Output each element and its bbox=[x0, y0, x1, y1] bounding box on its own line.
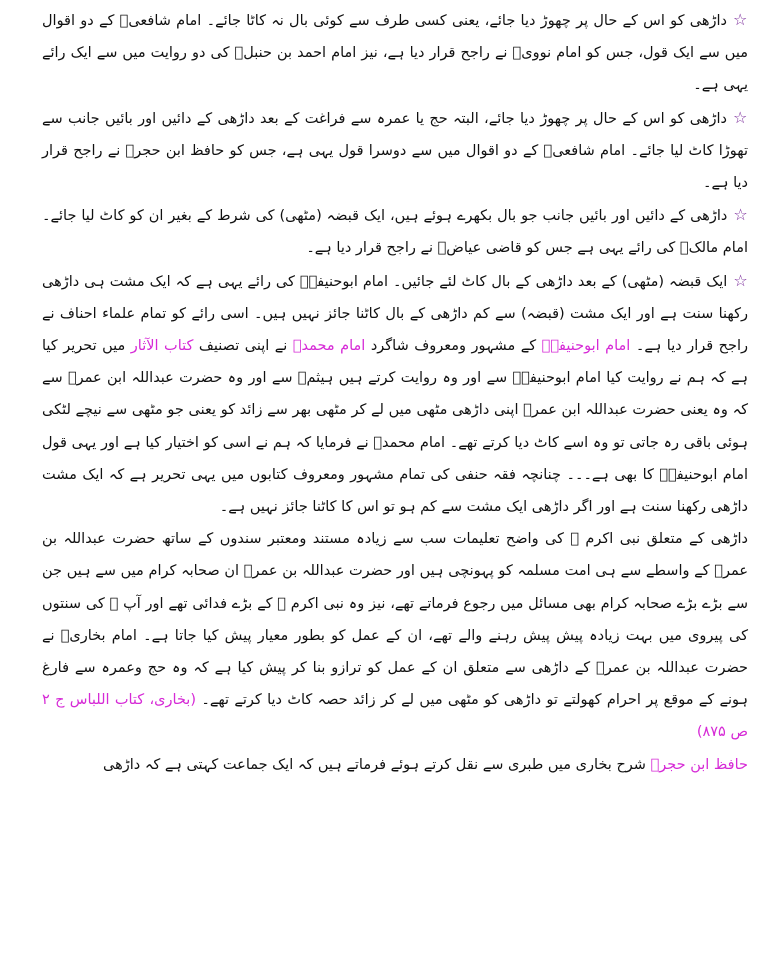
highlight-imam-muhammad: امام محمدؒ bbox=[292, 338, 366, 355]
highlight-hafiz-ibn-hajar: حافظ ابن حجرؒ bbox=[650, 756, 748, 773]
paragraph-text: نے اپنی تصنیف bbox=[193, 338, 293, 355]
paragraph-text: میں تحریر کیا ہے کہ ہم نے روایت کیا امام ابوحنیفہؒ سے اور وہ روایت کرتے ہیں ہیثمؒ سے اور وہ حضرت عبداللہ ابن عمرؓ سے کہ وہ یعنی حضرت عبداللہ ابن عمرؓ اپنی داڑھی مٹھی میں لے کر مٹھی بھر سے زائد کو یعنی جو مٹھی سے نیچے لٹکی ہوئی باقی رہ جاتی تو وہ اسے کاٹ دیا کرتے تھے۔ امام محمدؒ نے فرمایا کہ ہم نے اسی کو اختیار کیا ہے اور یہی قول امام ابوحنیفہؒ کا بھی ہے۔۔۔ چنانچہ فقہ حنفی کی تمام مشہور ومعروف کتابوں میں یہی تحریر ہے کہ ایک مشت داڑھی رکھنا سنت ہے اور اگر داڑھی ایک مشت سے کم ہو تو اس کا کاٹنا جائز نہیں ہے۔ bbox=[42, 338, 748, 516]
paragraph-1 bbox=[42, 4, 748, 102]
paragraph-4 bbox=[42, 265, 748, 524]
star-bullet-icon: ☆ bbox=[732, 107, 749, 127]
reference-bukhari: (بخاری، کتاب اللباس ج ۲ ص ۸۷۵) bbox=[42, 692, 748, 741]
star-bullet-icon: ☆ bbox=[733, 10, 748, 29]
paragraph-text: داڑھی کے متعلق نبی اکرم ﷺ کی واضح تعلیمات سب سے زیادہ مستند ومعتبر سندوں کے ساتھ حضرت عبداللہ بن عمرؓ کے واسطے سے ہی امت مسلمہ کو پہونچی ہیں اور حضرت عبداللہ بن عمرؓ ان صحابہ کرام میں سے ہیں جن سے بڑے بڑے صحابہ کرام بھی مسائل میں رجوع فرماتے تھے، نیز وہ نبی اکرم ﷺ کے بڑے فدائی تھے اور آپ ﷺ کی سنتوں کی پیروی میں بہت زیادہ پیش پیش رہنے والے تھے، ان کے عمل کو بطور معیار پیش کیا جاتا ہے۔ امام بخاریؒ نے حضرت عبداللہ بن عمرؓ کے داڑھی سے متعلق ان کے عمل کو ترازو بنا کر پیش کیا ہے کہ وہ حج وعمرہ سے فارغ ہونے کے موقع پر احرام کھولتے تو داڑھی کو مٹھی میں لے کر زائد حصہ کاٹ دیا کرتے تھے۔ bbox=[42, 531, 749, 709]
star-bullet-icon: ☆ bbox=[733, 270, 749, 290]
paragraph-3 bbox=[42, 199, 748, 264]
paragraph-text: شرح بخاری میں طبری سے نقل کرتے ہوئے فرماتے ہیں کہ ایک جماعت کہتی ہے کہ داڑھی bbox=[103, 756, 651, 773]
paragraph-text: داڑھی کو اس کے حال پر چھوڑ دیا جائے، یعنی کسی طرف سے کوئی بال نہ کاٹا جائے۔ امام شافعیؒ کے دو اقوال میں سے ایک قول، جس کو امام نوویؒ نے راجح قرار دیا ہے، نیز امام احمد بن حنبلؒ کی دو روایت میں سے ایک رائے یہی ہے۔ bbox=[42, 13, 748, 94]
paragraph-6 bbox=[42, 749, 748, 781]
paragraph-text: داڑھی کے دائیں اور بائیں جانب جو بال بکھرے ہوئے ہیں، ایک قبضہ (مٹھی) کی شرط کے بغیر ان کو کاٹ لیا جائے۔ امام مالکؒ کی رائے یہی ہے جس کو قاضی عیاضؒ نے راجح قرار دیا ہے۔ bbox=[42, 208, 748, 257]
highlight-imam-abu-hanifa: امام ابوحنیفہؒ bbox=[541, 338, 631, 355]
highlight-kitab-al-athar: کتاب الآثار bbox=[130, 338, 194, 355]
paragraph-text: داڑھی کو اس کے حال پر چھوڑ دیا جائے، البتہ حج یا عمرہ سے فراغت کے بعد داڑھی کے دائیں اور بائیں جانب سے تھوڑا کاٹ لیا جائے۔ امام شافعیؒ کے دو اقوال میں سے دوسرا قول یہی ہے، جس کو حافظ ابن حجرؒ نے راجح قرار دیا ہے۔ bbox=[42, 110, 748, 192]
paragraph-5 bbox=[42, 523, 748, 748]
paragraph-text: ایک قبضہ (مٹھی) کے بعد داڑھی کے بال کاٹ لئے جائیں۔ امام ابوحنیفہؒ کی رائے یہی ہے کہ ایک مشت ہی داڑھی رکھنا سنت ہے اور ایک مشت (قبضہ) سے کم داڑھی کے بال کاٹنا جائز نہیں ہیں۔ اسی رائے کو تمام علماء احناف نے راجح قرار دیا ہے۔ bbox=[42, 273, 749, 355]
document-page bbox=[42, 4, 748, 781]
paragraph-2 bbox=[42, 102, 748, 200]
paragraph-text: کے مشہور ومعروف شاگرد bbox=[365, 338, 542, 355]
star-bullet-icon: ☆ bbox=[733, 205, 749, 225]
